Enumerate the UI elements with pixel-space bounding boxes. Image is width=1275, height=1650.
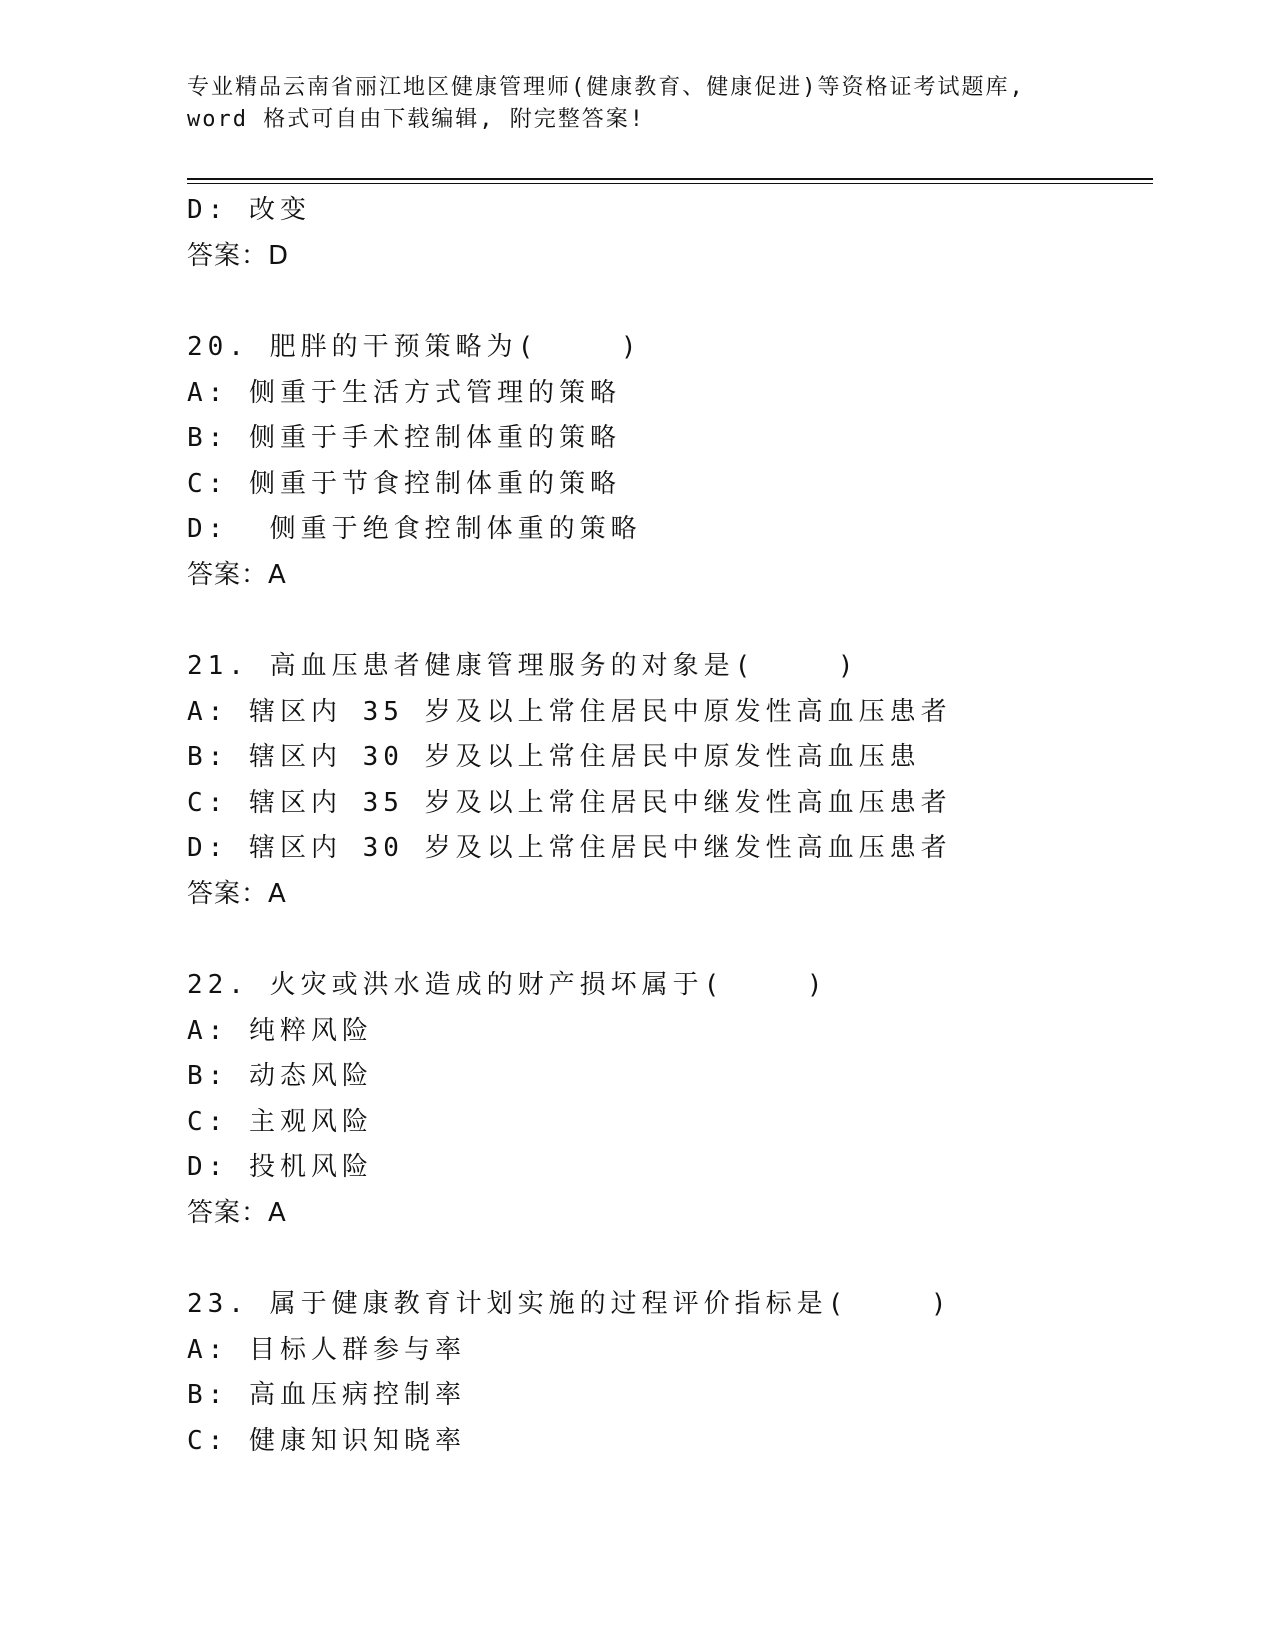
question-22 xyxy=(187,963,1147,1236)
option-b: B: 侧重于手术控制体重的策略 xyxy=(187,423,621,453)
option-b: B: 高血压病控制率 xyxy=(187,1380,466,1410)
answer: 答案：D xyxy=(187,240,290,271)
answer: 答案：A xyxy=(187,878,287,909)
question-list xyxy=(187,188,1147,1464)
question-stem: 20. 肥胖的干预策略为( ) xyxy=(187,332,642,362)
option-b: B: 辖区内 30 岁及以上常住居民中原发性高血压患 xyxy=(187,742,921,772)
question-stem: 22. 火灾或洪水造成的财产损坏属于( ) xyxy=(187,970,828,1000)
question-21 xyxy=(187,644,1147,917)
header-divider-thin xyxy=(187,183,1153,184)
header-line-2: word 格式可自由下载编辑, 附完整答案! xyxy=(187,107,645,132)
question-stem: 23. 属于健康教育计划实施的过程评价指标是( ) xyxy=(187,1289,952,1319)
option-b: B: 动态风险 xyxy=(187,1061,373,1091)
option-d: D: 改变 xyxy=(187,195,311,225)
option-c: C: 主观风险 xyxy=(187,1106,373,1137)
option-a: A: 辖区内 35 岁及以上常住居民中原发性高血压患者 xyxy=(187,696,952,727)
document-header xyxy=(187,72,1087,136)
header-line-1: 专业精品云南省丽江地区健康管理师(健康教育、健康促进)等资格证考试题库, xyxy=(187,75,1025,100)
answer: 答案：A xyxy=(187,1197,287,1228)
question-23 xyxy=(187,1282,1147,1464)
option-a: A: 目标人群参与率 xyxy=(187,1334,466,1365)
option-c: C: 侧重于节食控制体重的策略 xyxy=(187,468,621,499)
option-d: D: 辖区内 30 岁及以上常住居民中继发性高血压患者 xyxy=(187,833,952,863)
header-divider xyxy=(187,178,1153,180)
option-c: C: 健康知识知晓率 xyxy=(187,1425,466,1456)
option-a: A: 侧重于生活方式管理的策略 xyxy=(187,377,621,408)
question-stem: 21. 高血压患者健康管理服务的对象是( ) xyxy=(187,651,859,681)
answer: 答案：A xyxy=(187,559,287,590)
question-20 xyxy=(187,325,1147,598)
option-d: D: 投机风险 xyxy=(187,1152,373,1182)
option-c: C: 辖区内 35 岁及以上常住居民中继发性高血压患者 xyxy=(187,787,952,818)
option-a: A: 纯粹风险 xyxy=(187,1015,373,1046)
option-d: D: 侧重于绝食控制体重的策略 xyxy=(187,514,642,544)
